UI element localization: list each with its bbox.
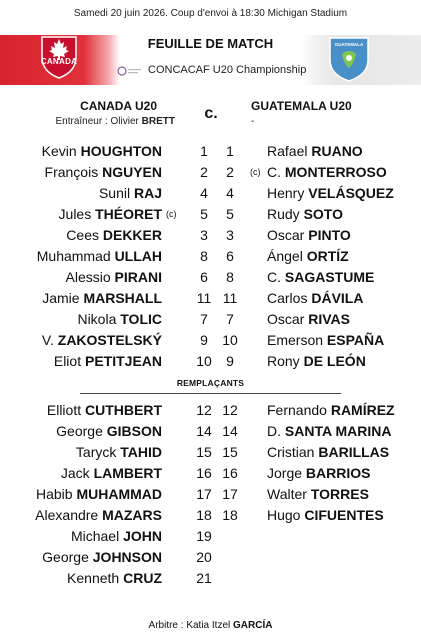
home-player-name (66, 227, 162, 243)
away-player-lastname: SOTO (303, 206, 343, 222)
home-player-name (42, 332, 162, 348)
home-player-name (47, 402, 162, 418)
substitute-row (0, 444, 421, 464)
away-player-number: 10 (222, 332, 238, 348)
away-player-name (267, 290, 363, 306)
home-captain-mark: (c) (166, 209, 177, 219)
away-player-lastname: RAMÍREZ (330, 402, 395, 418)
away-player-firstname: C. (267, 164, 285, 180)
away-player-number: 7 (226, 311, 234, 327)
home-player-lastname: DEKKER (102, 227, 162, 243)
away-player-firstname: Jorge (267, 465, 306, 481)
away-player-name (267, 143, 363, 159)
away-player-firstname: Carlos (267, 290, 312, 306)
starter-row (0, 332, 421, 352)
home-player-firstname: Cees (66, 227, 103, 243)
home-player-firstname: Kenneth (67, 570, 124, 586)
home-player-firstname: François (44, 164, 103, 180)
away-player-firstname: Rudy (267, 206, 304, 222)
home-player-number: 2 (200, 164, 208, 180)
away-player-lastname: TORRES (310, 486, 369, 502)
home-player-name (56, 423, 162, 439)
away-player-lastname: BARILLAS (318, 444, 390, 460)
home-player-number: 21 (196, 570, 212, 586)
away-player-lastname: ORTÍZ (306, 248, 349, 264)
away-player-name (267, 206, 343, 222)
away-player-number: 14 (222, 423, 238, 439)
substitutes-title: REMPLAÇANTS (176, 378, 245, 388)
away-player-name (267, 444, 389, 460)
home-player-lastname: GIBSON (106, 423, 162, 439)
home-player-lastname: JOHNSON (92, 549, 162, 565)
starter-row (0, 290, 421, 310)
away-player-number: 8 (226, 269, 234, 285)
referee-label: Arbitre : Katia Itzel (148, 620, 234, 631)
substitute-row (0, 465, 421, 485)
away-player-lastname: RIVAS (308, 311, 350, 327)
away-player-firstname: Oscar (267, 227, 309, 243)
substitute-row (0, 570, 421, 590)
home-player-name (59, 206, 162, 222)
away-player-name (267, 423, 391, 439)
away-player-firstname: Rony (267, 353, 304, 369)
away-player-name (267, 311, 350, 327)
away-player-firstname: Henry (267, 185, 309, 201)
home-player-firstname: Eliot (53, 353, 85, 369)
home-player-number: 10 (196, 353, 212, 369)
away-player-firstname: Emerson (267, 332, 327, 348)
away-captain-mark: (c) (250, 167, 261, 177)
home-player-firstname: Alessio (65, 269, 115, 285)
home-player-lastname: JOHN (123, 528, 162, 544)
away-player-name (267, 402, 395, 418)
away-player-name (267, 486, 369, 502)
away-player-number: 6 (226, 248, 234, 264)
home-player-number: 1 (200, 143, 208, 159)
away-player-number: 16 (222, 465, 238, 481)
home-player-lastname: THÉORET (95, 206, 162, 222)
starter-row (0, 143, 421, 163)
starter-row (0, 248, 421, 268)
home-player-lastname: MUHAMMAD (76, 486, 162, 502)
home-player-firstname: George (56, 423, 107, 439)
competition-logo-icon (117, 66, 143, 76)
away-player-number: 5 (226, 206, 234, 222)
starter-row (0, 206, 421, 226)
home-player-lastname: ULLAH (114, 248, 162, 264)
home-player-firstname: V. (41, 332, 58, 348)
substitute-row (0, 528, 421, 548)
away-player-firstname: Rafael (267, 143, 312, 159)
away-player-name (267, 507, 384, 523)
starter-row (0, 311, 421, 331)
away-logo-text: GUATEMALA (334, 42, 364, 47)
home-player-firstname: Muhammad (36, 248, 115, 264)
match-info: Samedi 20 juin 2026. Coup d'envoi à 18:30 Michigan Stadium (73, 8, 348, 19)
referee-lastname: GARCÍA (233, 620, 273, 631)
home-player-name (61, 465, 162, 481)
home-player-number: 18 (196, 507, 212, 523)
home-player-firstname: Michael (70, 528, 124, 544)
home-player-lastname: CUTHBERT (85, 402, 162, 418)
home-team-name: CANADA U20 (80, 99, 157, 113)
home-coach-label: Entraîneur : Olivier (55, 116, 142, 127)
home-player-firstname: Jules (58, 206, 96, 222)
home-player-firstname: Jack (60, 465, 94, 481)
away-player-firstname: Oscar (267, 311, 309, 327)
home-player-number: 5 (200, 206, 208, 222)
away-player-firstname: C. (267, 269, 285, 285)
home-player-number: 20 (196, 549, 212, 565)
away-player-lastname: PINTO (308, 227, 351, 243)
home-player-number: 12 (196, 402, 212, 418)
home-player-lastname: RAJ (133, 185, 162, 201)
away-player-number: 2 (226, 164, 234, 180)
home-player-number: 17 (196, 486, 212, 502)
versus-label: c. (204, 105, 218, 122)
competition-name: CONCACAF U20 Championship (148, 64, 307, 76)
home-player-name (42, 290, 162, 306)
away-player-name (267, 227, 351, 243)
away-player-name (267, 353, 366, 369)
home-player-number: 4 (200, 185, 208, 201)
away-player-firstname: D. (267, 423, 285, 439)
home-player-name (77, 311, 162, 327)
substitute-row (0, 549, 421, 569)
home-player-name (36, 486, 162, 502)
substitutes-divider (80, 393, 341, 394)
home-player-number: 7 (200, 311, 208, 327)
away-player-firstname: Cristian (267, 444, 319, 460)
substitute-row (0, 423, 421, 443)
home-player-firstname: Jamie (42, 290, 84, 306)
home-player-firstname: Habib (35, 486, 77, 502)
home-player-firstname: Taryck (75, 444, 121, 460)
away-player-name (267, 332, 384, 348)
away-player-lastname: ESPAÑA (326, 332, 385, 348)
away-player-number: 3 (226, 227, 234, 243)
home-player-firstname: Nikola (77, 311, 121, 327)
away-player-number: 1 (226, 143, 234, 159)
substitute-row (0, 507, 421, 527)
starter-row (0, 353, 421, 373)
away-player-lastname: RUANO (311, 143, 363, 159)
away-player-firstname: Hugo (267, 507, 305, 523)
away-player-name (267, 248, 349, 264)
home-player-name (99, 185, 162, 201)
home-player-number: 8 (200, 248, 208, 264)
home-logo-text: CANADA (40, 57, 78, 66)
home-player-name (54, 353, 162, 369)
substitute-row (0, 402, 421, 422)
home-player-firstname: Kevin (41, 143, 81, 159)
home-player-number: 11 (196, 290, 212, 306)
home-player-name (66, 269, 162, 285)
away-coach: - (251, 116, 255, 127)
home-player-firstname: Alexandre (35, 507, 103, 523)
home-player-name (67, 570, 162, 586)
away-player-name (267, 269, 374, 285)
home-player-lastname: CRUZ (123, 570, 162, 586)
away-player-lastname: SAGASTUME (284, 269, 375, 285)
starter-row (0, 227, 421, 247)
home-player-number: 19 (196, 528, 212, 544)
home-player-number: 15 (196, 444, 212, 460)
referee-line (0, 620, 421, 631)
away-player-firstname: Ángel (267, 248, 307, 264)
home-player-number: 16 (196, 465, 212, 481)
away-player-number: 11 (222, 290, 238, 306)
home-player-lastname: PETITJEAN (84, 353, 162, 369)
away-player-lastname: VELÁSQUEZ (308, 185, 394, 201)
away-player-number: 15 (222, 444, 238, 460)
starter-row (0, 164, 421, 184)
home-player-lastname: TAHID (120, 444, 162, 460)
home-player-lastname: TOLIC (120, 311, 162, 327)
home-player-firstname: Sunil (98, 185, 134, 201)
home-player-name (71, 528, 162, 544)
home-player-name (45, 164, 162, 180)
home-player-number: 9 (200, 332, 208, 348)
home-player-number: 14 (196, 423, 212, 439)
home-player-lastname: MAZARS (102, 507, 162, 523)
home-player-lastname: MARSHALL (83, 290, 162, 306)
home-player-lastname: PIRANI (114, 269, 162, 285)
home-player-lastname: NGUYEN (102, 164, 162, 180)
away-player-number: 9 (226, 353, 234, 369)
starter-row (0, 269, 421, 289)
home-player-name (37, 248, 162, 264)
home-player-lastname: HOUGHTON (80, 143, 162, 159)
page-title: FEUILLE DE MATCH (147, 36, 274, 51)
away-player-firstname: Fernando (267, 402, 331, 418)
home-player-name (42, 143, 162, 159)
away-player-number: 4 (226, 185, 234, 201)
away-player-lastname: DÁVILA (311, 290, 364, 306)
home-coach-lastname: BRETT (141, 116, 175, 127)
away-player-name (267, 185, 394, 201)
home-player-number: 3 (200, 227, 208, 243)
away-player-name (267, 164, 387, 180)
away-player-number: 18 (222, 507, 238, 523)
away-player-name (267, 465, 370, 481)
home-player-name (42, 549, 162, 565)
starter-row (0, 185, 421, 205)
away-player-lastname: DE LEÓN (303, 353, 366, 369)
home-player-number: 6 (200, 269, 208, 285)
away-team-name: GUATEMALA U20 (251, 99, 352, 113)
away-player-lastname: BARRIOS (305, 465, 371, 481)
substitute-row (0, 486, 421, 506)
away-player-lastname: SANTA MARINA (284, 423, 392, 439)
home-coach (56, 116, 176, 127)
away-player-number: 17 (222, 486, 238, 502)
away-player-number: 12 (222, 402, 238, 418)
away-player-lastname: CIFUENTES (304, 507, 384, 523)
home-player-firstname: Elliott (46, 402, 85, 418)
home-player-name (76, 444, 162, 460)
match-header (0, 31, 421, 89)
home-player-name (35, 507, 162, 523)
home-player-firstname: George (42, 549, 93, 565)
away-player-lastname: MONTERROSO (284, 164, 387, 180)
home-player-lastname: LAMBERT (93, 465, 162, 481)
away-player-firstname: Walter (267, 486, 311, 502)
home-player-lastname: ZAKOSTELSKÝ (57, 332, 162, 348)
